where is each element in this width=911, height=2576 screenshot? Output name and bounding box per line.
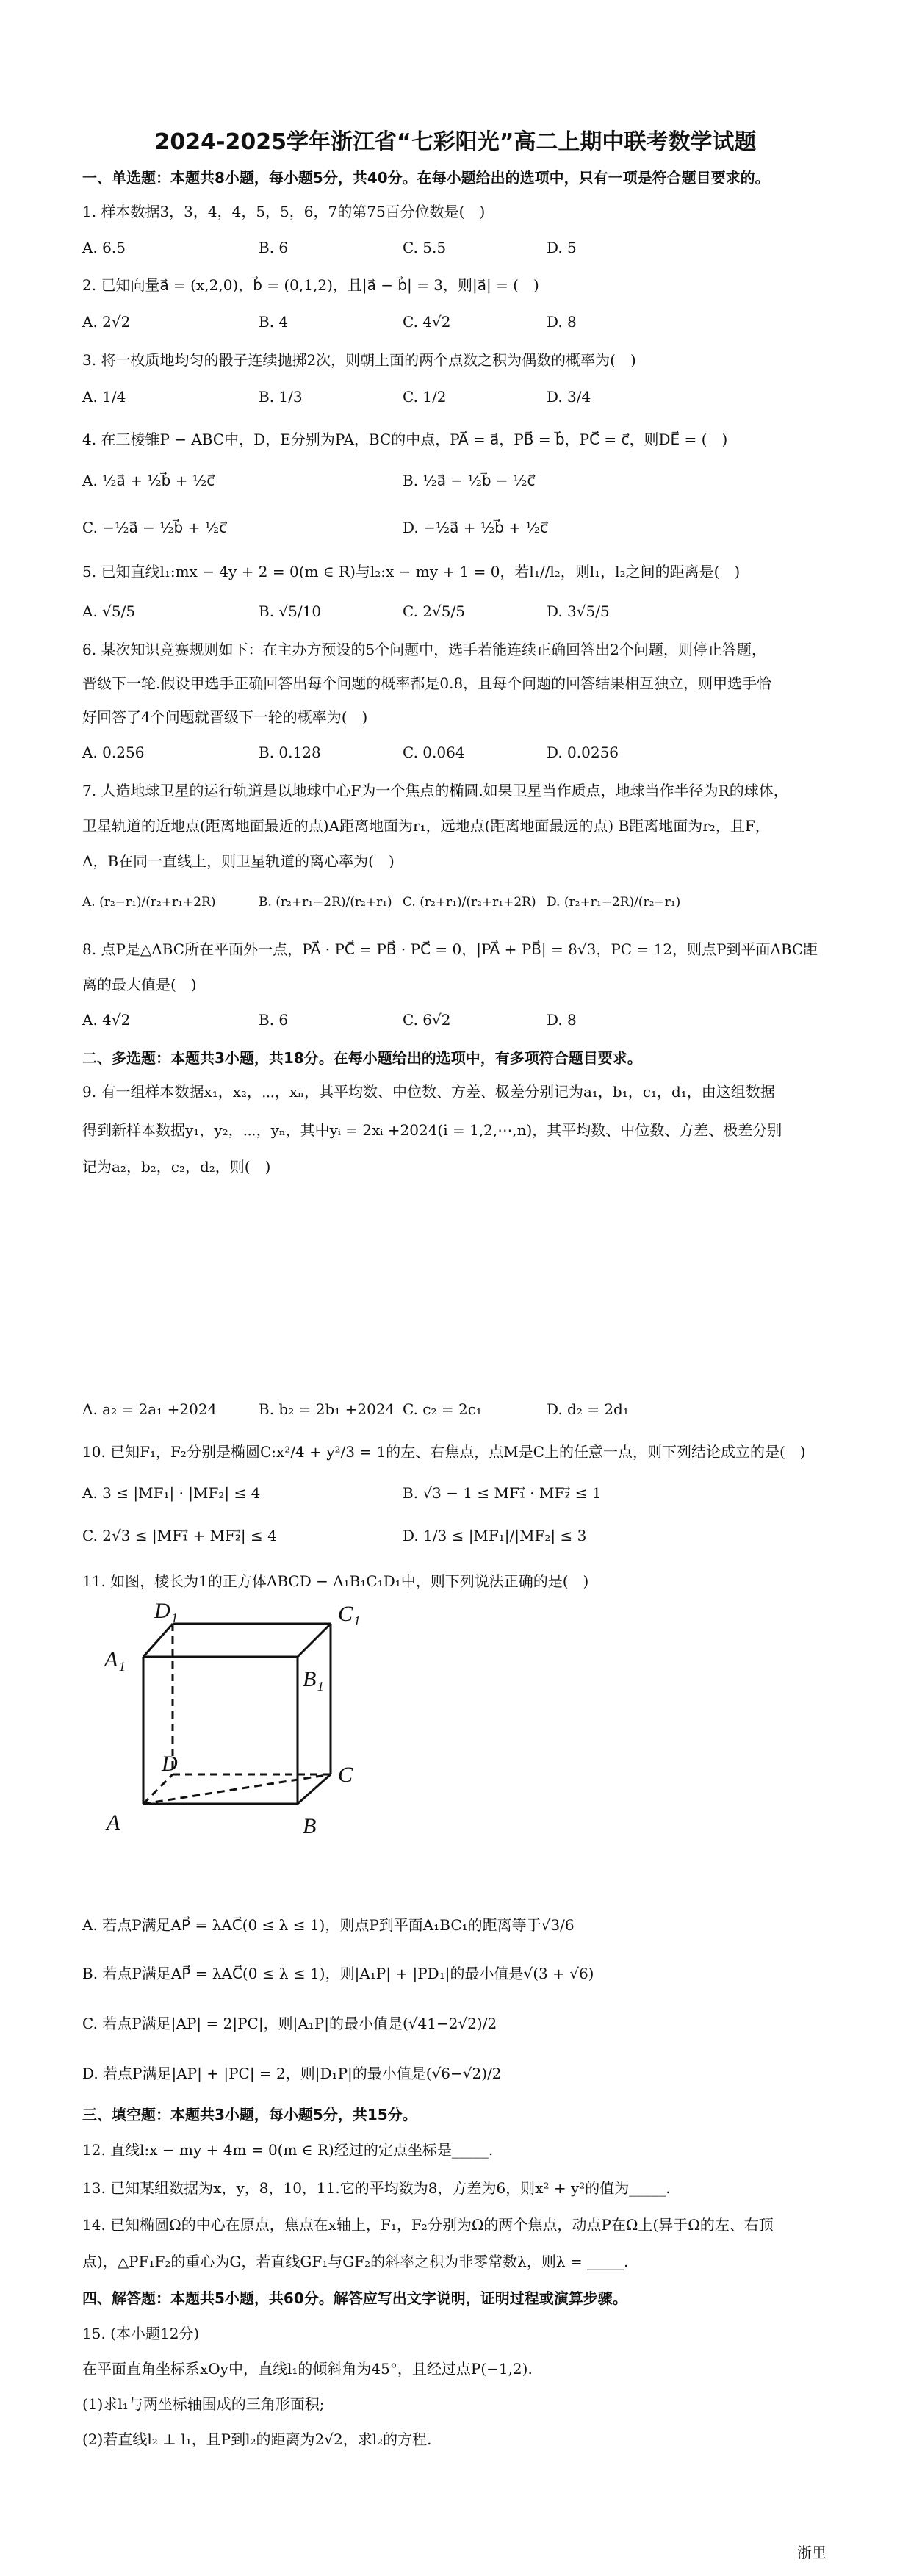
q7-option-c: C. (r₂+r₁)/(r₂+r₁+2R): [403, 895, 536, 910]
question-9-line-2: 得到新样本数据y₁，y₂，⋯，yₙ，其中yᵢ = 2xᵢ +2024(i = 1,2,⋯,n)，其平均数、中位数、方差、极差分别: [82, 1121, 782, 1139]
q3-option-b: B. 1/3: [259, 388, 303, 406]
question-2: 2. 已知向量a⃗ = (x,2,0)，b⃗ = (0,1,2)，且|a⃗ − b⃗| = 3，则|a⃗| = ( ): [82, 276, 539, 294]
question-9-line-1: 9. 有一组样本数据x₁，x₂，⋯，xₙ，其平均数、中位数、方差、极差分别记为a₁，b₁，c₁，d₁，由这组数据: [82, 1083, 775, 1101]
q5-option-b: B. √5/10: [259, 602, 322, 620]
label-a1: A₁: [104, 1647, 126, 1672]
question-14-line-2: 点)，△PF₁F₂的重心为G，若直线GF₁与GF₂的斜率之积为非零常数λ，则λ = _____.: [82, 2253, 629, 2270]
question-8-line-2: 离的最大值是( ): [82, 976, 197, 993]
question-7-line-3: A，B在同一直线上，则卫星轨道的离心率为( ): [82, 852, 395, 870]
question-3: 3. 将一枚质地均匀的骰子连续抛掷2次，则朝上面的两个点数之积为偶数的概率为( ): [82, 351, 636, 369]
q6-option-b: B. 0.128: [259, 744, 321, 761]
cube-diagram: [88, 1602, 411, 1874]
q1-option-d: D. 5: [547, 239, 577, 256]
q6-option-a: A. 0.256: [82, 744, 145, 761]
section-solutions: 四、解答题：本题共5小题，共60分。解答应写出文字说明，证明过程或演算步骤。: [82, 2289, 627, 2307]
q2-option-a: A. 2√2: [82, 313, 131, 331]
q4-option-c: C. −½a⃗ − ½b⃗ + ½c⃗: [82, 519, 228, 536]
page-title: 2024-2025学年浙江省“七彩阳光”高二上期中联考数学试题: [154, 129, 757, 155]
q4-option-b: B. ½a⃗ − ½b⃗ − ½c⃗: [403, 472, 536, 489]
question-9-line-3: 记为a₂，b₂，c₂，d₂，则( ): [82, 1158, 271, 1176]
q10-option-a: A. 3 ≤ |MF₁| · |MF₂| ≤ 4: [82, 1484, 261, 1502]
q8-option-a: A. 4√2: [82, 1011, 131, 1029]
q4-option-a: A. ½a⃗ + ½b⃗ + ½c⃗: [82, 472, 215, 489]
question-15-header: 15. (本小题12分): [82, 2325, 200, 2342]
q8-option-c: C. 6√2: [403, 1011, 451, 1029]
label-b: B: [303, 1814, 317, 1838]
label-b1: B₁: [303, 1667, 324, 1691]
q9-option-a: A. a₂ = 2a₁ +2024: [82, 1400, 217, 1418]
q1-option-c: C. 5.5: [403, 239, 447, 256]
label-d: D: [162, 1752, 178, 1776]
q3-option-d: D. 3/4: [547, 388, 591, 406]
q11-option-d: D. 若点P满足|AP| + |PC| = 2，则|D₁P|的最小值是(√6−√2)/2: [82, 2065, 502, 2082]
question-11: 11. 如图，棱长为1的正方体ABCD − A₁B₁C₁D₁中，则下列说法正确的是( ): [82, 1572, 589, 1590]
q1-option-a: A. 6.5: [82, 239, 126, 256]
q5-option-d: D. 3√5/5: [547, 602, 610, 620]
q1-option-b: B. 6: [259, 239, 289, 256]
q11-option-c: C. 若点P满足|AP| = 2|PC|，则|A₁P|的最小值是(√41−2√2)/2: [82, 2015, 497, 2032]
question-15-stem: 在平面直角坐标系xOy中，直线l₁的倾斜角为45°，且经过点P(−1,2).: [82, 2360, 533, 2378]
question-5: 5. 已知直线l₁:mx − 4y + 2 = 0(m ∈ R)与l₂:x − my + 1 = 0，若l₁//l₂，则l₁，l₂之间的距离是( ): [82, 563, 741, 580]
section-multi-choice: 二、多选题：本题共3小题，共18分。在每小题给出的选项中，有多项符合题目要求。: [82, 1049, 642, 1067]
question-1: 1. 样本数据3，3，4，4，5，5，6，7的第75百分位数是( ): [82, 203, 486, 220]
question-13: 13. 已知某组数据为x，y，8，10，11.它的平均数为8，方差为6，则x² + y²的值为_____.: [82, 2179, 671, 2197]
q7-option-d: D. (r₂+r₁−2R)/(r₂−r₁): [547, 895, 681, 910]
section-single-choice: 一、单选题：本题共8小题，每小题5分，共40分。在每小题给出的选项中，只有一项是符合题目要求的。: [82, 169, 770, 187]
q10-option-c: C. 2√3 ≤ |MF₁⃗ + MF₂⃗| ≤ 4: [82, 1527, 277, 1544]
question-15-part-2: (2)若直线l₂ ⊥ l₁，且P到l₂的距离为2√2，求l₂的方程.: [82, 2431, 432, 2448]
q2-option-b: B. 4: [259, 313, 289, 331]
q11-option-b: B. 若点P满足AP⃗ = λAC⃗(0 ≤ λ ≤ 1)，则|A₁P| + |PD₁|的最小值是√(3 + √6): [82, 1965, 594, 1982]
q7-option-b: B. (r₂+r₁−2R)/(r₂+r₁): [259, 895, 392, 910]
question-4: 4. 在三棱锥P − ABC中，D，E分别为PA，BC的中点，PA⃗ = a⃗，PB⃗ = b⃗，PC⃗ = c⃗，则DE⃗ = ( ): [82, 431, 728, 448]
label-c1: C₁: [338, 1602, 361, 1626]
question-7-line-1: 7. 人造地球卫星的运行轨道是以地球中心F为一个焦点的椭圆.如果卫星当作质点，地球当作半径为R的球体，: [82, 782, 788, 799]
question-8-line-1: 8. 点P是△ABC所在平面外一点，PA⃗ · PC⃗ = PB⃗ · PC⃗ = 0，|PA⃗ + PB⃗| = 8√3，PC = 12，则点P到平面ABC距: [82, 940, 818, 958]
question-10: 10. 已知F₁，F₂分别是椭圆C:x²/4 + y²/3 = 1的左、右焦点，点M是C上的任意一点，则下列结论成立的是( ): [82, 1443, 806, 1461]
q5-option-c: C. 2√5/5: [403, 602, 465, 620]
footer-mark: 浙里: [797, 2544, 827, 2561]
q6-option-c: C. 0.064: [403, 744, 465, 761]
section-fill-in: 三、填空题：本题共3小题，每小题5分，共15分。: [82, 2106, 417, 2123]
q9-option-c: C. c₂ = 2c₁: [403, 1400, 482, 1418]
q6-option-d: D. 0.0256: [547, 744, 619, 761]
q5-option-a: A. √5/5: [82, 602, 136, 620]
question-12: 12. 直线l:x − my + 4m = 0(m ∈ R)经过的定点坐标是_____.: [82, 2141, 494, 2159]
question-15-part-1: (1)求l₁与两坐标轴围成的三角形面积;: [82, 2395, 325, 2413]
q3-option-c: C. 1/2: [403, 388, 447, 406]
label-d1: D₁: [154, 1602, 179, 1623]
question-6-line-1: 6. 某次知识竞赛规则如下：在主办方预设的5个问题中，选手若能连续正确回答出2个问题，则停止答题，: [82, 641, 766, 658]
q9-option-d: D. d₂ = 2d₁: [547, 1400, 629, 1418]
q2-option-c: C. 4√2: [403, 313, 451, 331]
question-6-line-2: 晋级下一轮.假设甲选手正确回答出每个问题的概率都是0.8，且每个问题的回答结果相互独立，则甲选手恰: [82, 674, 772, 692]
q4-option-d: D. −½a⃗ + ½b⃗ + ½c⃗: [403, 519, 548, 536]
q9-option-b: B. b₂ = 2b₁ +2024: [259, 1400, 395, 1418]
q10-option-d: D. 1/3 ≤ |MF₁|/|MF₂| ≤ 3: [403, 1527, 587, 1544]
question-7-line-2: 卫星轨道的近地点(距离地面最近的点)A距离地面为r₁，远地点(距离地面最远的点) B距离地面为r₂，且F，: [82, 817, 770, 835]
label-a: A: [107, 1810, 120, 1835]
label-c: C: [338, 1763, 353, 1787]
question-14-line-1: 14. 已知椭圆Ω的中心在原点，焦点在x轴上，F₁，F₂分别为Ω的两个焦点，动点P在Ω上(异于Ω的左、右顶: [82, 2216, 774, 2234]
q8-option-d: D. 8: [547, 1011, 577, 1029]
q8-option-b: B. 6: [259, 1011, 289, 1029]
question-6-line-3: 好回答了4个问题就晋级下一轮的概率为( ): [82, 708, 368, 726]
q3-option-a: A. 1/4: [82, 388, 126, 406]
q7-option-a: A. (r₂−r₁)/(r₂+r₁+2R): [82, 895, 216, 910]
q11-option-a: A. 若点P满足AP⃗ = λAC⃗(0 ≤ λ ≤ 1)，则点P到平面A₁BC₁的距离等于√3/6: [82, 1916, 575, 1934]
q2-option-d: D. 8: [547, 313, 577, 331]
q10-option-b: B. √3 − 1 ≤ MF₁⃗ · MF₂⃗ ≤ 1: [403, 1484, 602, 1502]
